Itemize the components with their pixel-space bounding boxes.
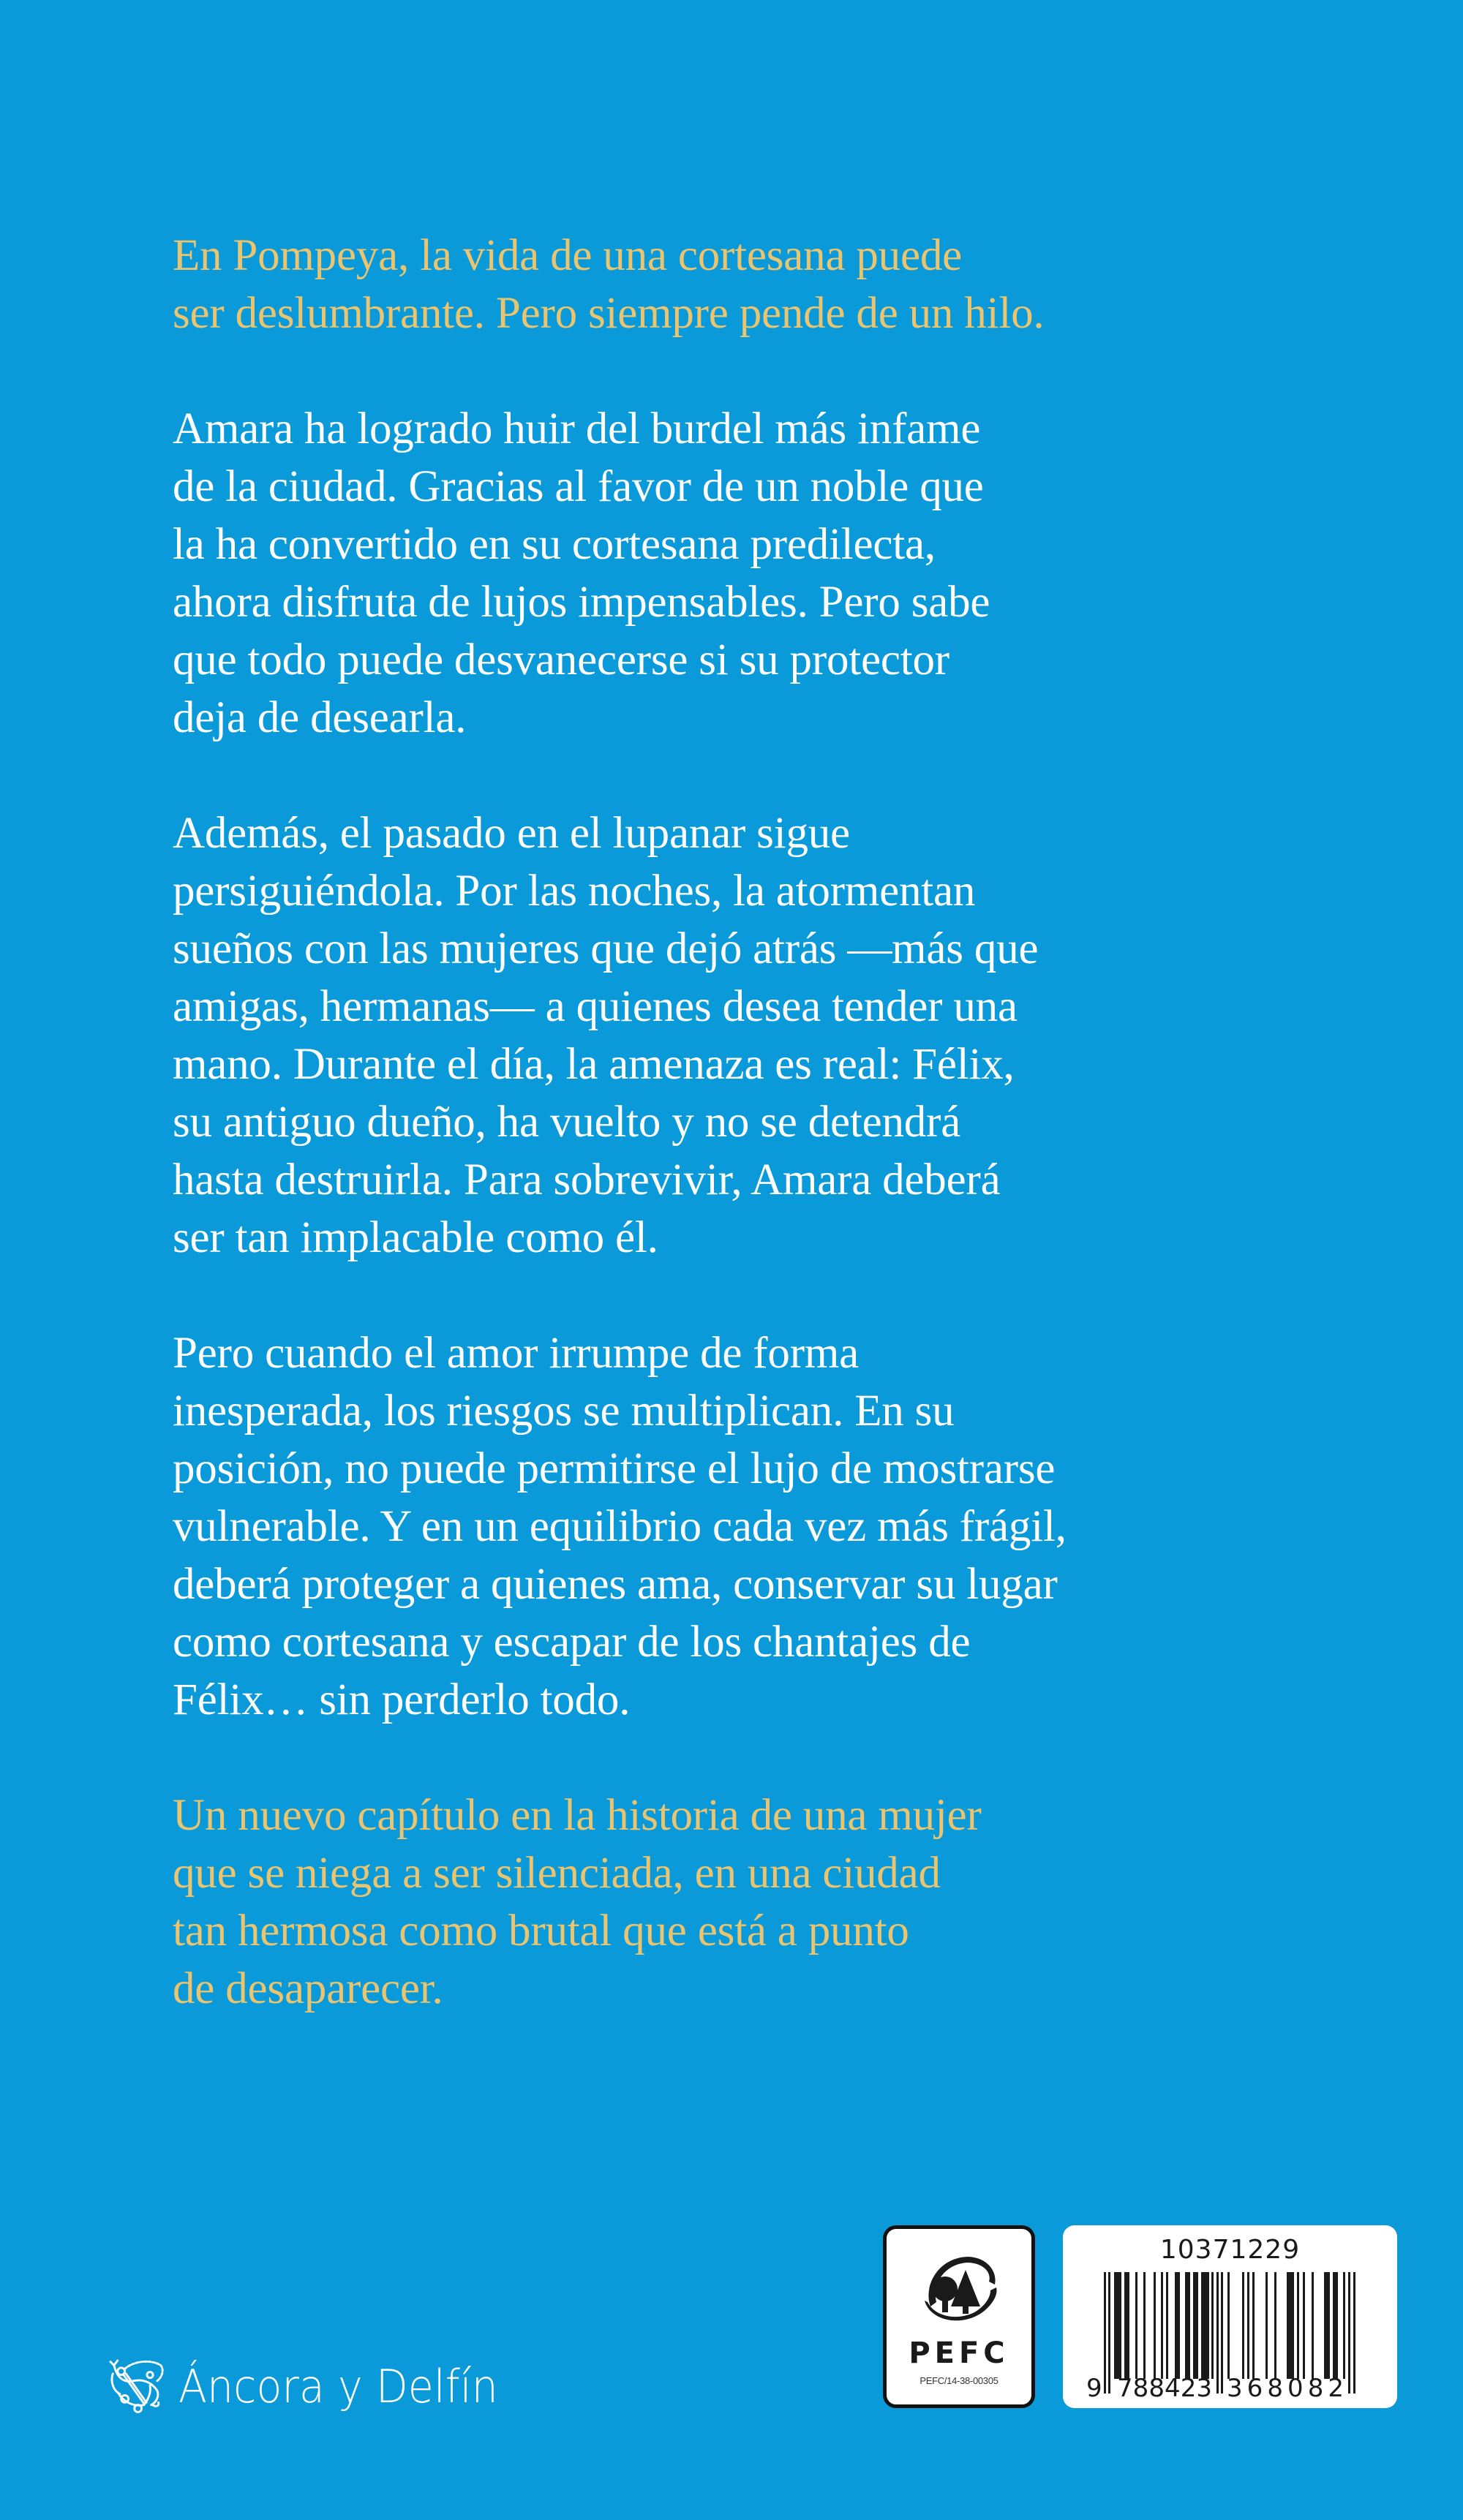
pefc-label: PEFC (909, 2336, 1009, 2370)
blurb-line: ser tan implacable como él. (173, 1213, 658, 1262)
publisher-name: Áncora y Delfín (178, 2360, 498, 2413)
blurb-line: amigas, hermanas— a quienes desea tender una (173, 982, 1018, 1031)
blurb-line: que todo puede desvanecerse si su protector (173, 635, 949, 684)
isbn-right-group: 368082 (1227, 2374, 1344, 2403)
blurb-line: de desaparecer. (173, 1964, 443, 2013)
blurb-line: de la ciudad. Gracias al favor de un noble que (173, 462, 984, 511)
isbn-left-group: 788423 (1117, 2374, 1212, 2403)
blurb-line: tan hermosa como brutal que está a punto (173, 1906, 909, 1955)
blurb-line: posición, no puede permitirse el lujo de mostrarse (173, 1444, 1056, 1493)
blurb-line: Además, el pasado en el lupanar sigue (173, 809, 850, 858)
blurb-line: Amara ha logrado huir del burdel más infame (173, 404, 981, 453)
blurb-line: la ha convertido en su cortesana predilecta, (173, 520, 936, 569)
blurb-line: sueños con las mujeres que dejó atrás —más que (173, 924, 1039, 973)
publisher-logo (107, 2356, 526, 2418)
pefc-certification-badge (883, 2225, 1035, 2408)
blurb-paragraph (173, 804, 1270, 1267)
barcode-bars-icon (1063, 2225, 1397, 2408)
blurb-line: vulnerable. Y en un equilibrio cada vez más frágil, (173, 1502, 1067, 1551)
blurb-line: ahora disfruta de lujos impensables. Pero sabe (173, 578, 990, 627)
blurb-line: En Pompeya, la vida de una cortesana puede (173, 231, 963, 280)
blurb-line: su antiguo dueño, ha vuelto y no se detendrá (173, 1098, 961, 1147)
isbn-barcode (1063, 2225, 1397, 2408)
blurb-line: deja de desearla. (173, 693, 467, 742)
blurb-line: Pero cuando el amor irrumpe de forma (173, 1329, 859, 1378)
blurb-line: Un nuevo capítulo en la historia de una mujer (173, 1791, 982, 1840)
blurb-line: que se niega a ser silenciada, en una ciudad (173, 1849, 941, 1898)
pefc-trees-icon (916, 2249, 1004, 2330)
blurb-paragraph-closing (173, 1787, 1270, 2018)
blurb-line: ser deslumbrante. Pero siempre pende de un hilo. (173, 289, 1045, 338)
blurb-paragraph (173, 1324, 1270, 1729)
blurb-line: como cortesana y escapar de los chantajes de (173, 1618, 971, 1667)
barcode-reference-number: 10371229 (1159, 2235, 1301, 2265)
blurb-line: deberá proteger a quienes ama, conservar su lugar (173, 1560, 1058, 1609)
blurb-line: persiguiéndola. Por las noches, la atormentan (173, 867, 976, 916)
blurb-line: mano. Durante el día, la amenaza es real: Félix, (173, 1040, 1015, 1089)
isbn-first-digit: 9 (1086, 2374, 1102, 2403)
anchor-dolphin-logo-icon (107, 2357, 167, 2417)
pefc-certificate-code: PEFC/14-38-00305 (919, 2375, 998, 2386)
back-cover-blurb (173, 227, 1270, 2075)
blurb-line: hasta destruirla. Para sobrevivir, Amara deberá (173, 1155, 1001, 1204)
blurb-line: inesperada, los riesgos se multiplican. En su (173, 1387, 955, 1436)
blurb-paragraph-hook (173, 227, 1270, 342)
blurb-paragraph (173, 400, 1270, 747)
blurb-line: Félix… sin perderlo todo. (173, 1675, 631, 1724)
